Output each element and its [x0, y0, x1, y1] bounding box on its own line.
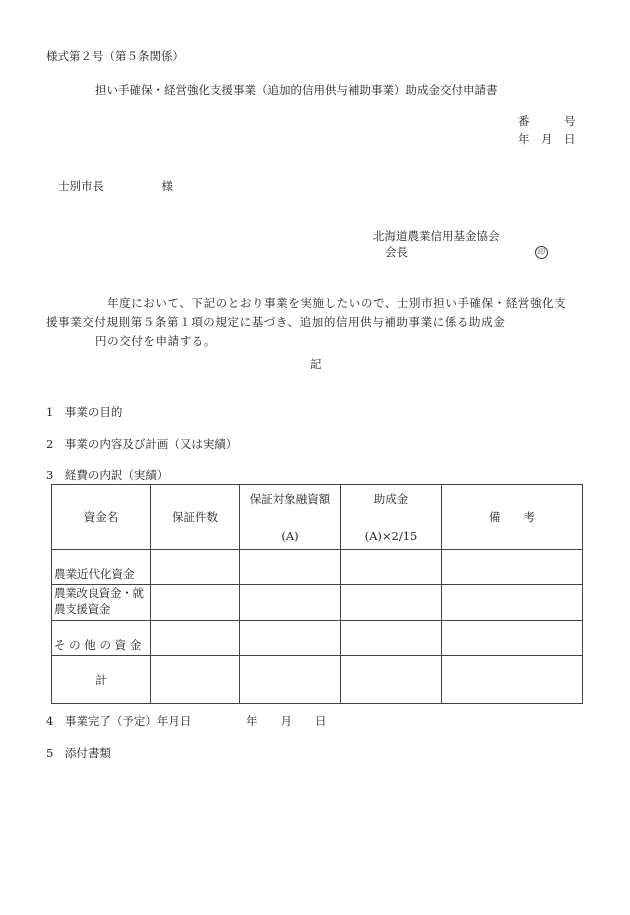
- body-line-1: 年度において、下記のとおり事業を実施したいので、士別市担い手確保・経営強化支: [107, 296, 567, 310]
- applicant-organization: 北海道農業信用基金協会: [373, 229, 500, 243]
- form-id: 様式第２号（第５条関係）: [46, 49, 184, 63]
- table-total-row: [52, 656, 583, 704]
- seal-icon: 印: [535, 246, 548, 259]
- section-1: 1 事業の目的: [46, 405, 123, 419]
- applicant-role: 会長: [385, 245, 408, 259]
- row-total-label: 計: [52, 656, 151, 704]
- document-title: 担い手確保・経営強化支援事業（追加的信用供与補助事業）助成金交付申請書: [95, 83, 498, 97]
- header-guarantee-count: 保証件数: [151, 485, 240, 550]
- header-subsidy-label: 助成金: [373, 492, 409, 506]
- header-loan-amount-label: 保証対象融資額: [249, 492, 331, 506]
- body-paragraph: [46, 294, 591, 351]
- row-fund-name: 農業改良資金・就農支援資金: [52, 585, 151, 621]
- header-fund-name: 資金名: [52, 485, 151, 550]
- row-cell: [442, 585, 583, 621]
- header-guaranteed-loan-amount: [240, 485, 341, 550]
- section-3: 3 経費の内訳（実績）: [46, 468, 169, 482]
- row-fund-name: そ の 他 の 資 金: [52, 621, 151, 656]
- header-subsidy-formula: (A)×2/15: [364, 529, 418, 543]
- header-loan-amount-symbol: (A): [281, 529, 299, 543]
- table-row: [52, 585, 583, 621]
- section-5: 5 添付書類: [46, 746, 111, 760]
- section-2: 2 事業の内容及び計画（又は実績）: [46, 437, 238, 451]
- row-cell: [240, 621, 341, 656]
- date-label: 年 月 日: [518, 132, 576, 146]
- table-row: [52, 621, 583, 656]
- addressee: 士別市長 様: [58, 179, 173, 193]
- header-subsidy: [341, 485, 442, 550]
- row-cell: [341, 585, 442, 621]
- section-4-label: 4 事業完了（予定）年月日: [46, 714, 192, 728]
- row-cell: [151, 656, 240, 704]
- row-fund-name: 農業近代化資金: [52, 550, 151, 585]
- row-cell: [151, 621, 240, 656]
- table-header-row: [52, 485, 583, 550]
- number-label: 番 号: [518, 114, 576, 128]
- row-cell: [442, 656, 583, 704]
- body-line-2: 援事業交付規則第５条第１項の規定に基づき、追加的信用供与補助事業に係る助成金: [46, 315, 506, 329]
- section-4-date: 年 月 日: [246, 714, 327, 728]
- table-row: [52, 550, 583, 585]
- row-cell: [442, 621, 583, 656]
- header-remarks: 備 考: [442, 485, 583, 550]
- row-cell: [151, 585, 240, 621]
- row-cell: [151, 550, 240, 585]
- row-cell: [240, 550, 341, 585]
- body-line-3: 円の交付を申請する。: [95, 334, 216, 348]
- row-cell: [240, 656, 341, 704]
- ki-heading: 記: [310, 357, 322, 371]
- row-cell: [442, 550, 583, 585]
- row-cell: [341, 621, 442, 656]
- row-cell: [341, 550, 442, 585]
- row-cell: [341, 656, 442, 704]
- row-cell: [240, 585, 341, 621]
- cost-table: [51, 484, 583, 704]
